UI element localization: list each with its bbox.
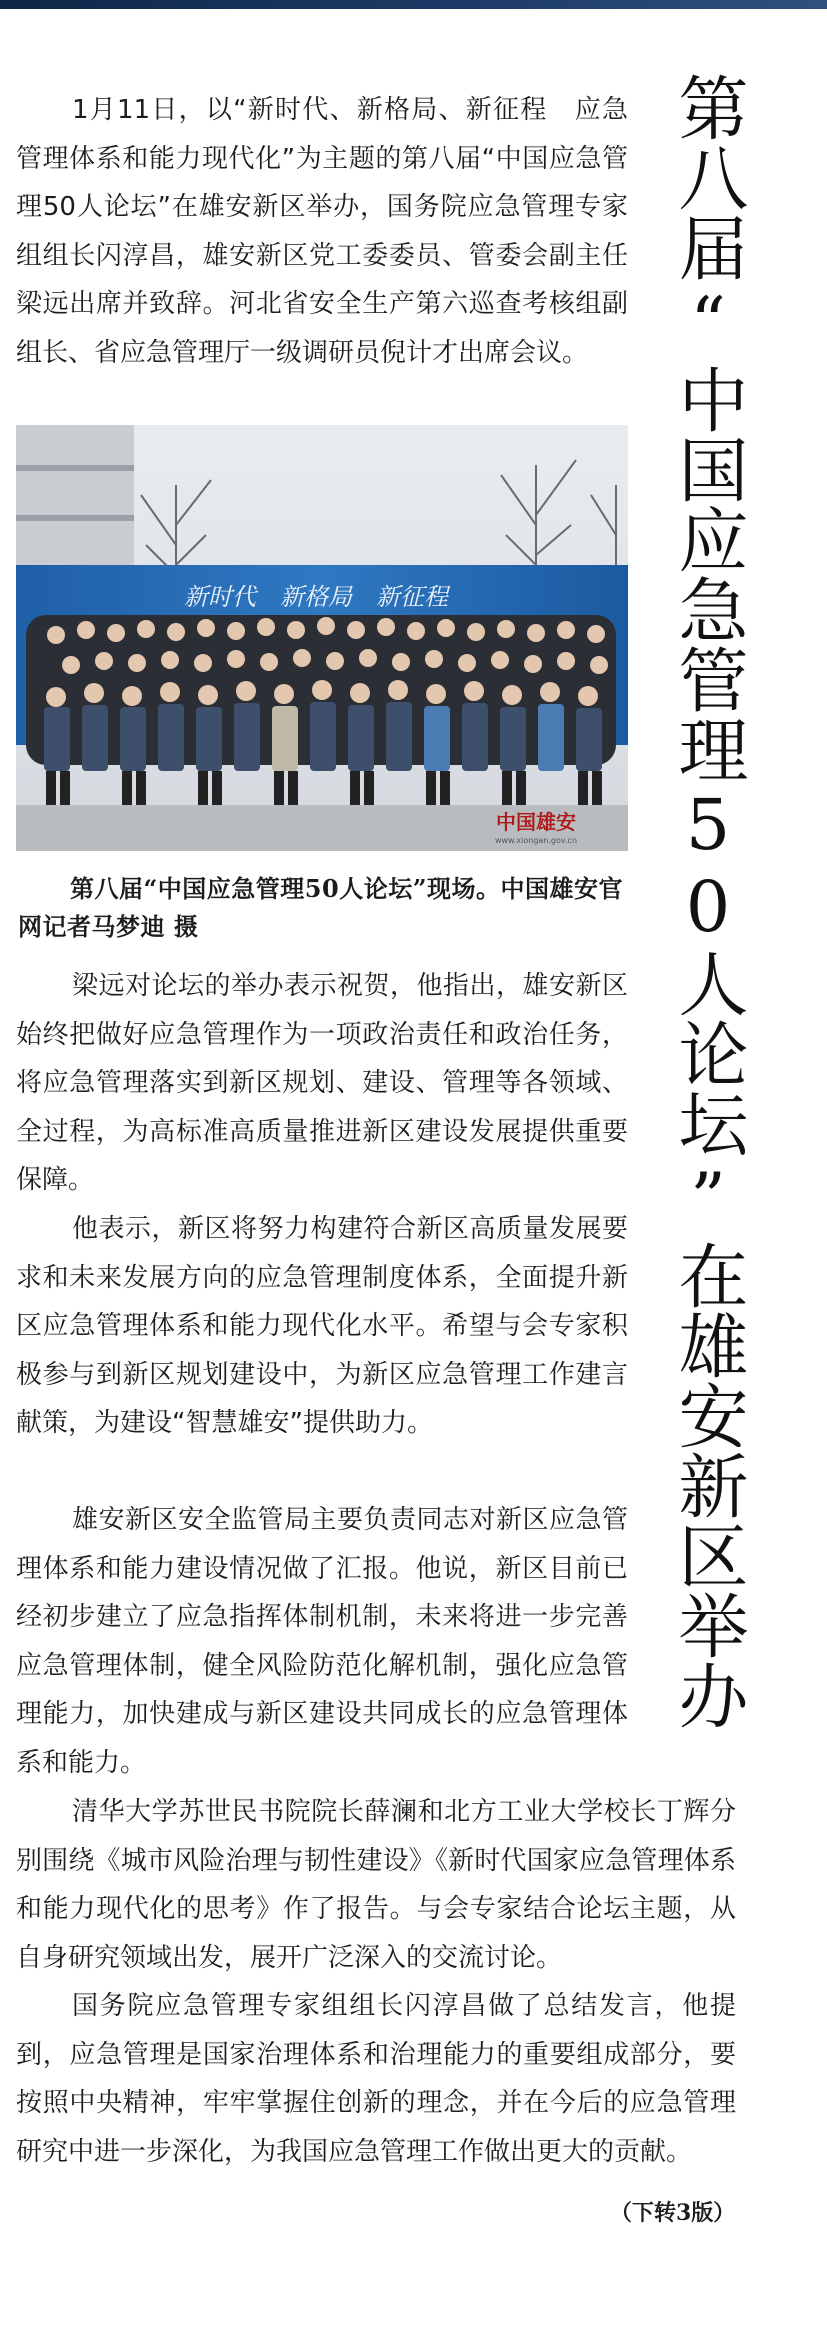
- photo-caption: 第八届“中国应急管理50人论坛”现场。中国雄安官网记者马梦迪 摄: [18, 874, 624, 941]
- paragraph-statement: 他表示，新区将努力构建符合新区高质量发展要求和未来发展方向的应急管理制度体系，全面提升新区应急管理体系和能力现代化水平。希望与会专家积极参与到新区规划建设中，为新区应急管理工作建言献策，为建设“智慧雄安”提供助力。: [16, 1214, 628, 1438]
- paragraph-report: 雄安新区安全监管局主要负责同志对新区应急管理体系和能力建设情况做了汇报。他说，新区目前已经初步建立了应急指挥体制机制，未来将进一步完善应急管理体制，健全风险防范化解机制，强化应急管理能力，加快建成与新区建设共同成长的应急管理体系和能力。: [16, 1505, 628, 1778]
- group-photo-illustration: [16, 425, 628, 851]
- paragraph-intro: 1月11日，以“新时代、新格局、新征程 应急管理体系和能力现代化”为主题的第八届“中国应急管理50人论坛”在雄安新区举办，国务院应急管理专家组组长闪淳昌，雄安新区党工委委员、管委会副主任梁远出席并致辞。河北省安全生产第六巡查考核组副组长、省应急管理厅一级调研员倪计才出席会议。: [16, 95, 628, 368]
- top-banner-bar: [0, 0, 827, 9]
- watermark-logo: 中国雄安: [496, 810, 576, 834]
- paragraph-summary: 国务院应急管理专家组组长闪淳昌做了总结发言，他提到，应急管理是国家治理体系和治理能力的重要组成部分，要按照中央精神，牢牢掌握住创新的理念，并在今后的应急管理研究中进一步深化，为我国应急管理工作做出更大的贡献。: [16, 1991, 736, 2167]
- paragraph-speeches: 清华大学苏世民书院院长薛澜和北方工业大学校长丁辉分别围绕《城市风险治理与韧性建设》《新时代国家应急管理体系和能力现代化的思考》作了报告。与会专家结合论坛主题，从自身研究领域出发，展开广泛深入的交流讨论。: [16, 1797, 736, 1973]
- backdrop-slogan: 新时代 新格局 新征程: [184, 583, 448, 611]
- continued-note: （下转3版）: [610, 2200, 736, 2226]
- forum-group-photo: [16, 425, 628, 851]
- paragraph-liangyuan: 梁远对论坛的举办表示祝贺，他指出，雄安新区始终把做好应急管理作为一项政治责任和政治任务，将应急管理落实到新区规划、建设、管理等各领域、全过程，为高标准高质量推进新区建设发展提供重要保障。: [16, 971, 628, 1195]
- article-title: 第八届“中国应急管理50人论坛”在雄安新区举办: [667, 72, 749, 1730]
- watermark-url: www.xiongan.gov.cn: [494, 836, 578, 845]
